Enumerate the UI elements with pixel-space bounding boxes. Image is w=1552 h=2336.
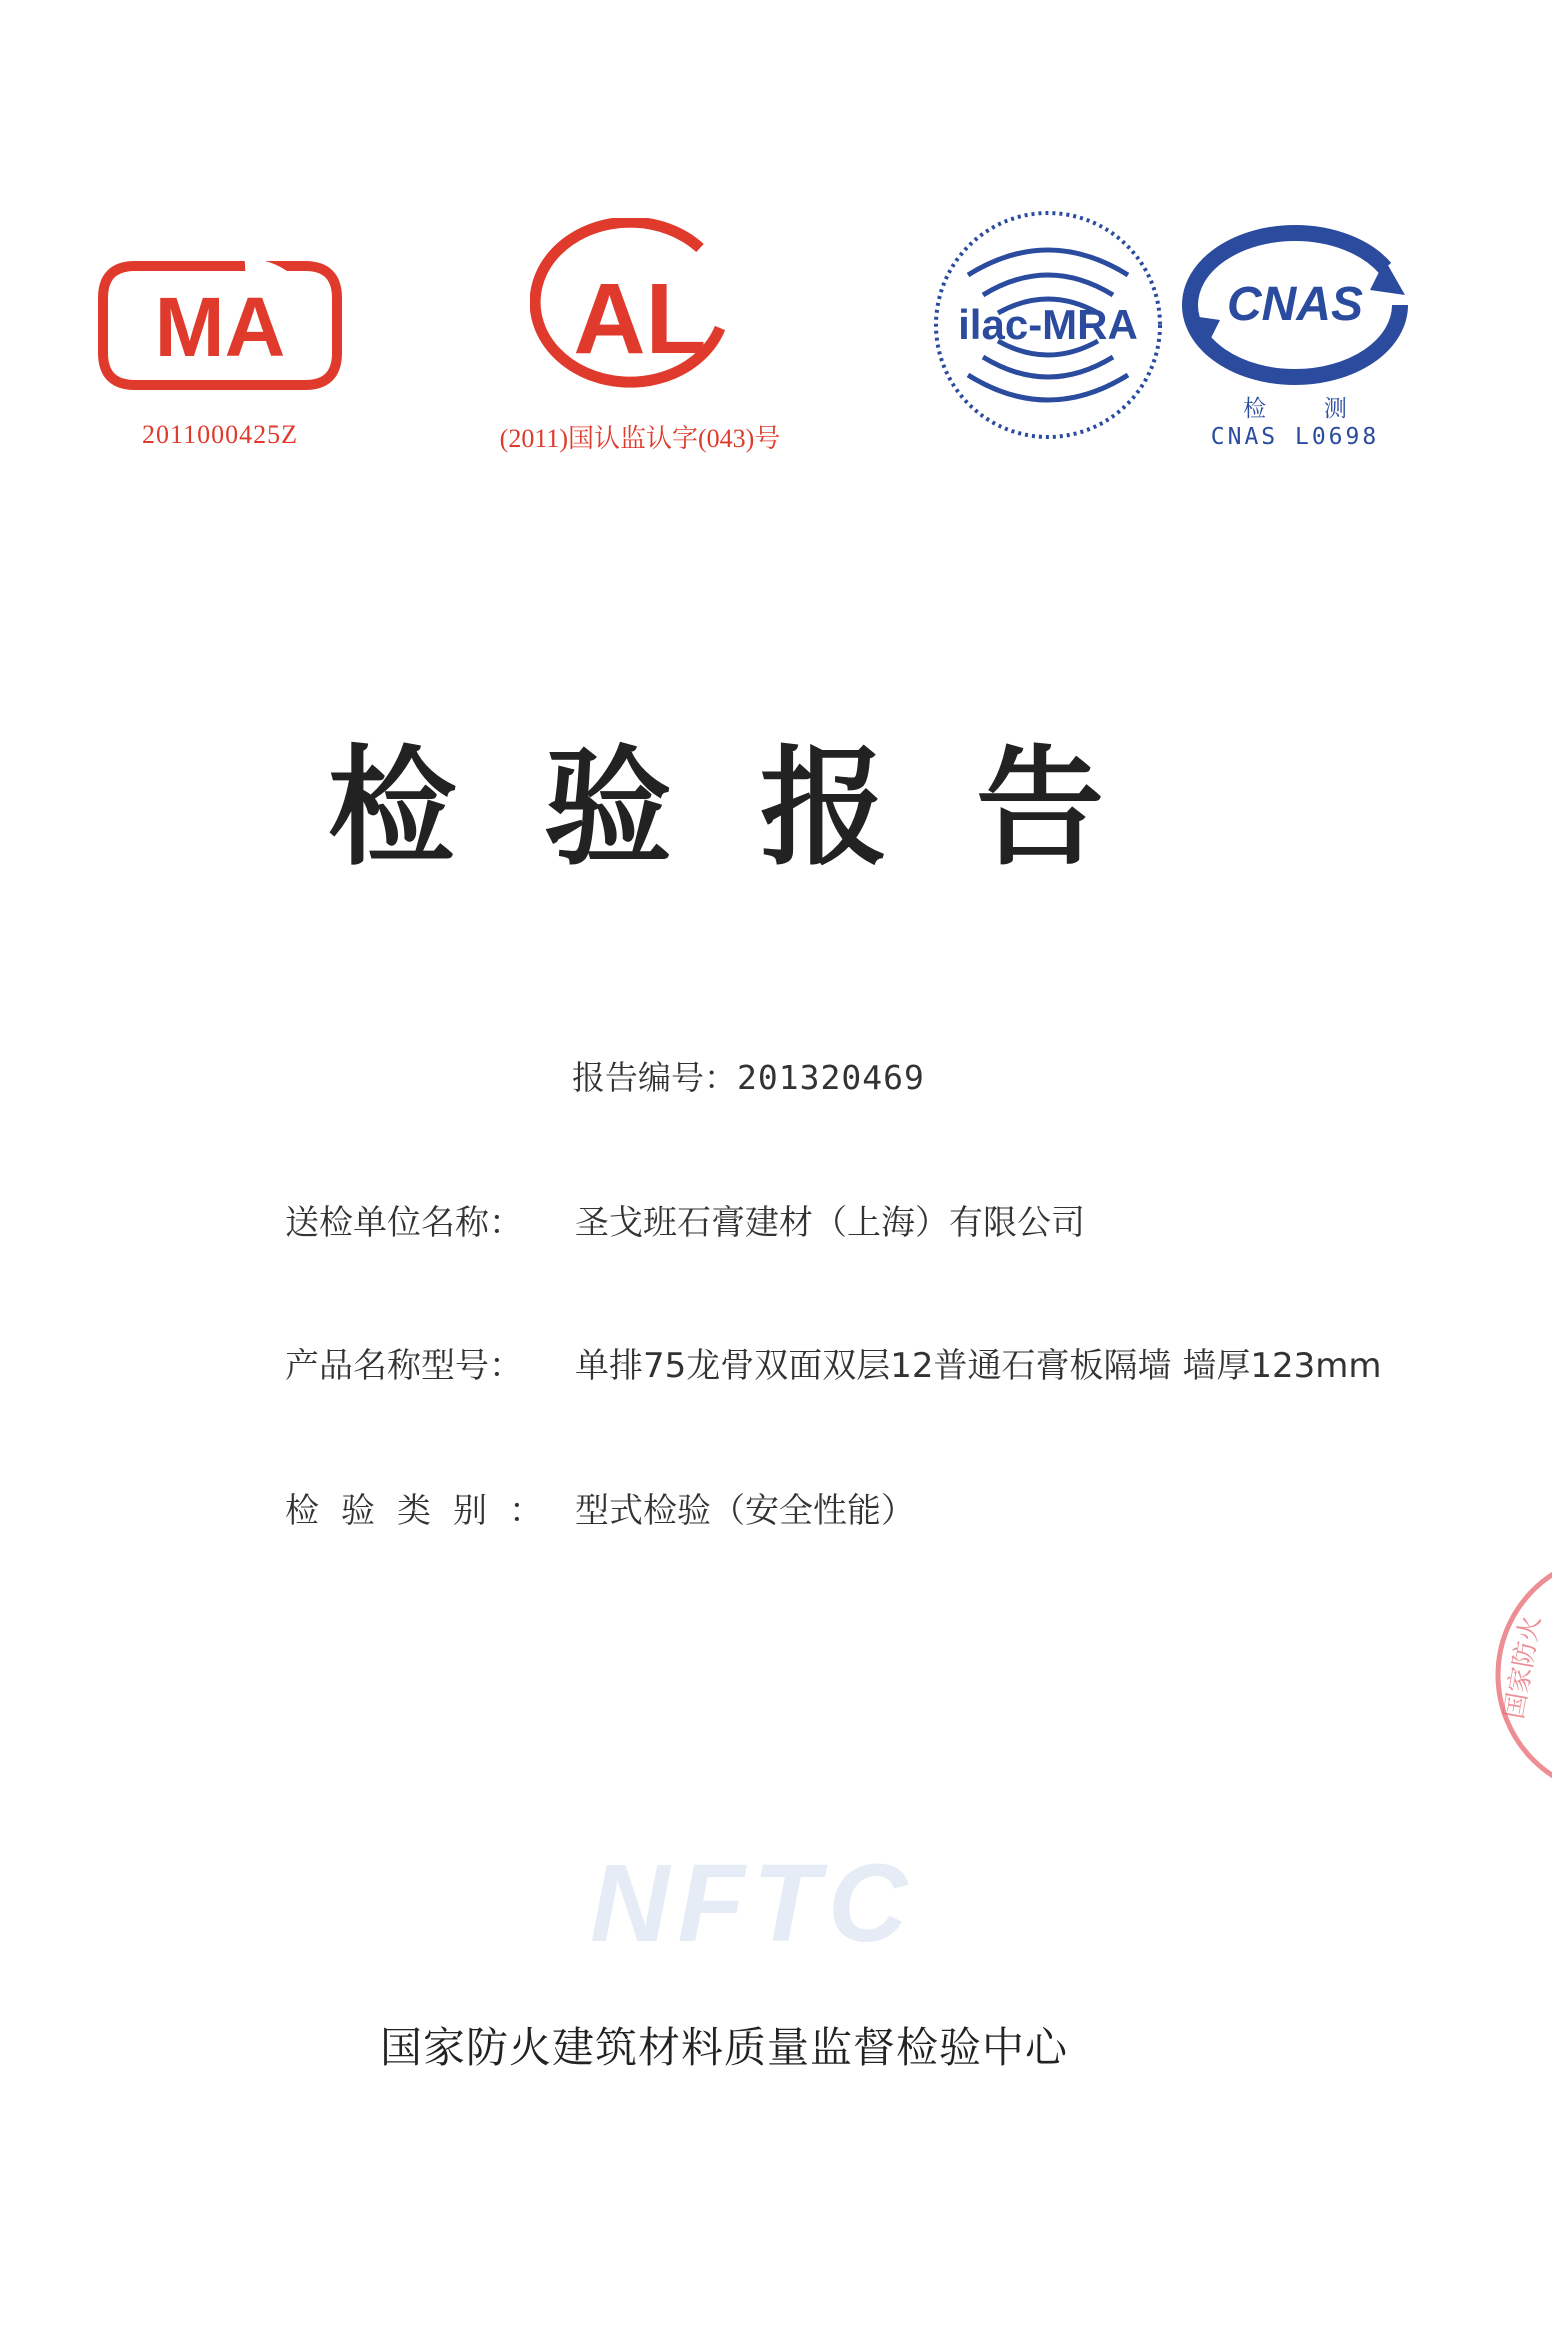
cnas-caption [1175, 395, 1415, 451]
official-seal [1488, 1545, 1552, 1805]
field-value: 圣戈班石膏建材（上海）有限公司 [575, 1203, 1085, 1243]
field-label: 送检单位名称： [285, 1203, 523, 1243]
ilac-mra-logo [928, 205, 1168, 445]
report-number-label: 报告编号： [572, 1058, 737, 1097]
field-row-category [285, 1483, 915, 1532]
cma-logo [95, 258, 345, 393]
field-label: 产品名称型号： [285, 1346, 523, 1386]
field-row-product [285, 1338, 1381, 1387]
field-value: 型式检验（安全性能） [575, 1491, 915, 1531]
report-number [572, 1052, 925, 1099]
field-row-client [285, 1195, 1085, 1244]
field-label: 检验类别： [285, 1491, 565, 1531]
nftc-watermark: NFTC [590, 1842, 916, 1965]
cal-number: (2011)国认监认字(043)号 [499, 424, 781, 453]
cnas-caption-code: CNAS L0698 [1210, 424, 1380, 450]
report-number-value: 201320469 [737, 1058, 925, 1097]
cnas-caption-cn: 检 测 [1243, 396, 1369, 422]
field-value: 单排75龙骨双面双层12普通石膏板隔墙 墙厚123mm [575, 1346, 1382, 1386]
seal-text: 国家防火 [1499, 1613, 1547, 1722]
report-title: 检验报告 [327, 734, 1192, 883]
cma-mark-text: MA [154, 280, 286, 374]
cal-mark-text: AL [573, 263, 707, 375]
cnas-logo [1180, 220, 1410, 395]
ilac-mark-text: ilac-MRA [958, 301, 1138, 348]
cma-number: 2011000425Z [142, 420, 298, 449]
cal-logo [530, 218, 750, 398]
issuing-organization: 国家防火建筑材料质量监督检验中心 [380, 2023, 1069, 2072]
cnas-mark-text: CNAS [1226, 278, 1364, 331]
